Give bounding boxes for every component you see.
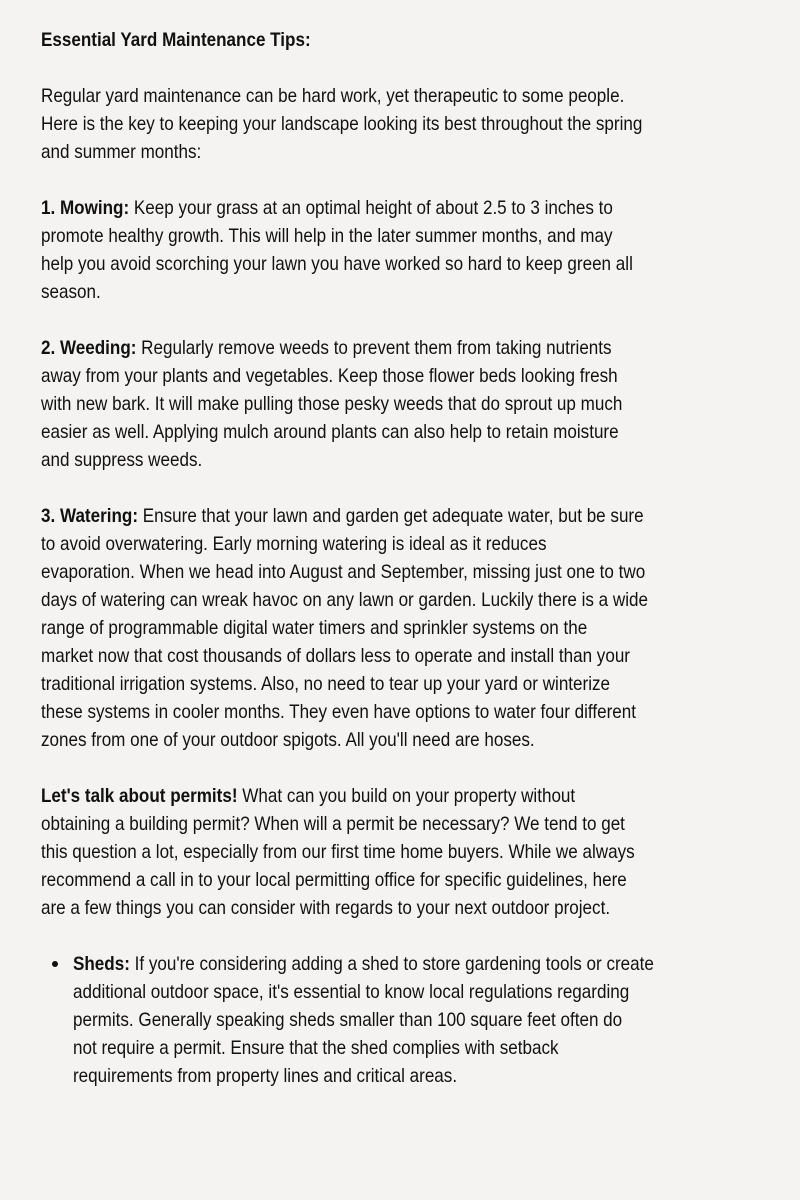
section-line: evaporation. When we head into August and September, missing just one to two bbox=[41, 561, 646, 583]
section-mowing bbox=[41, 194, 771, 306]
section-line: obtaining a building permit? When will a permit be necessary? We tend to get bbox=[41, 813, 625, 835]
section-line: away from your plants and vegetables. Keep those flower beds looking fresh bbox=[41, 365, 618, 387]
section-line: these systems in cooler months. They even have options to water four different bbox=[41, 701, 636, 723]
section-line: season. bbox=[41, 281, 101, 303]
section-text: Regularly remove weeds to prevent them from taking nutrients bbox=[136, 337, 612, 359]
bullet-icon bbox=[52, 961, 58, 967]
section-heading: 1. Mowing: bbox=[41, 197, 130, 219]
section-line: help you avoid scorching your lawn you have worked so hard to keep green all bbox=[41, 253, 633, 275]
bullet-line: additional outdoor space, it's essential to know local regulations regarding bbox=[73, 981, 630, 1003]
bullet-line: permits. Generally speaking sheds smaller than 100 square feet often do bbox=[73, 1009, 623, 1031]
bullet-list bbox=[41, 950, 771, 1090]
section-line: recommend a call in to your local permitting office for specific guidelines, here bbox=[41, 869, 627, 891]
section-heading: 3. Watering: bbox=[41, 505, 139, 527]
section-line: market now that cost thousands of dollars less to operate and install than your bbox=[41, 645, 630, 667]
intro-line: and summer months: bbox=[41, 141, 202, 163]
section-line: range of programmable digital water timers and sprinkler systems on the bbox=[41, 617, 588, 639]
section-line: this question a lot, especially from our first time home buyers. While we always bbox=[41, 841, 635, 863]
bullet-first-line bbox=[73, 950, 684, 978]
section-first-line bbox=[41, 194, 680, 222]
section-heading: Let's talk about permits! bbox=[41, 785, 238, 807]
bullet-line: requirements from property lines and critical areas. bbox=[73, 1065, 458, 1087]
section-text: What can you build on your property without bbox=[237, 785, 576, 807]
section-line: and suppress weeds. bbox=[41, 449, 203, 471]
section-line: promote healthy growth. This will help in the later summer months, and may bbox=[41, 225, 613, 247]
section-first-line bbox=[41, 782, 680, 810]
section-first-line bbox=[41, 502, 680, 530]
document-title: Essential Yard Maintenance Tips: bbox=[41, 29, 311, 51]
section-line: with new bark. It will make pulling those pesky weeds that do sprout up much bbox=[41, 393, 623, 415]
section-watering bbox=[41, 502, 771, 754]
bullet-text: If you're considering adding a shed to store gardening tools or create bbox=[129, 953, 654, 975]
section-line: to avoid overwatering. Early morning watering is ideal as it reduces bbox=[41, 533, 547, 555]
section-text: Ensure that your lawn and garden get adequate water, but be sure bbox=[138, 505, 644, 527]
intro-line: Regular yard maintenance can be hard work, yet therapeutic to some people. bbox=[41, 85, 625, 107]
section-line: easier as well. Applying mulch around plants can also help to retain moisture bbox=[41, 421, 619, 443]
document-body bbox=[41, 26, 771, 1090]
section-line: traditional irrigation systems. Also, no need to tear up your yard or winterize bbox=[41, 673, 611, 695]
section-text: Keep your grass at an optimal height of about 2.5 to 3 inches to bbox=[129, 197, 613, 219]
section-line: are a few things you can consider with regards to your next outdoor project. bbox=[41, 897, 611, 919]
intro-line: Here is the key to keeping your landscape looking its best throughout the spring bbox=[41, 113, 643, 135]
section-line: days of watering can wreak havoc on any lawn or garden. Luckily there is a wide bbox=[41, 589, 649, 611]
section-first-line bbox=[41, 334, 680, 362]
section-permits bbox=[41, 782, 771, 922]
bullet-item-sheds bbox=[73, 950, 771, 1090]
section-heading: 2. Weeding: bbox=[41, 337, 137, 359]
section-weeding bbox=[41, 334, 771, 474]
bullet-line: not require a permit. Ensure that the shed complies with setback bbox=[73, 1037, 559, 1059]
section-line: zones from one of your outdoor spigots. All you'll need are hoses. bbox=[41, 729, 535, 751]
bullet-heading: Sheds: bbox=[73, 953, 130, 975]
intro-paragraph bbox=[41, 82, 771, 166]
